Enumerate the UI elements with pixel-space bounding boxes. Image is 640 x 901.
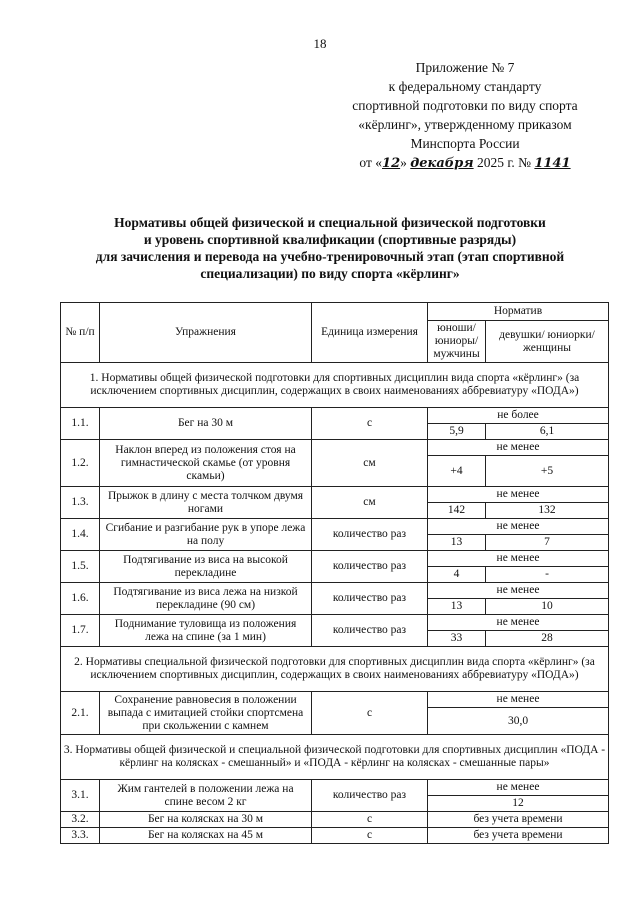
header-norm: Норматив bbox=[428, 303, 609, 321]
row-condition: не менее bbox=[428, 551, 609, 567]
row-num: 3.2. bbox=[61, 812, 100, 828]
appendix-block bbox=[320, 58, 610, 173]
table-header-row bbox=[61, 303, 609, 321]
row-num: 1.2. bbox=[61, 440, 100, 487]
row-value: без учета времени bbox=[428, 812, 609, 828]
table-row bbox=[61, 692, 609, 708]
header-exercise: Упражнения bbox=[100, 303, 312, 363]
row-exercise: Наклон вперед из положения стоя на гимнастической скамье (от уровня скамьи) bbox=[100, 440, 312, 487]
table-row bbox=[61, 828, 609, 844]
row-female-value: 10 bbox=[486, 599, 609, 615]
table-row bbox=[61, 551, 609, 567]
row-condition: не менее bbox=[428, 487, 609, 503]
date-year: 2025 г. № bbox=[476, 155, 532, 170]
row-unit: количество раз bbox=[312, 519, 428, 551]
row-num: 1.1. bbox=[61, 408, 100, 440]
section-3-heading: 3. Нормативы общей физической и специальной физической подготовки для спортивных дисциплин «ПОДА - кёрлинг на колясках - смешанный» и «ПОДА - кёрлинг на колясках - смешанные пары» bbox=[61, 735, 609, 780]
appendix-line-4: «кёрлинг», утвержденному приказом bbox=[358, 117, 572, 132]
row-unit: см bbox=[312, 487, 428, 519]
row-value: без учета времени bbox=[428, 828, 609, 844]
row-exercise: Сохранение равновесия в положении выпада с имитацией стойки спортсмена при скольжении с камнем bbox=[100, 692, 312, 735]
row-condition: не менее bbox=[428, 615, 609, 631]
row-exercise: Сгибание и разгибание рук в упоре лежа на полу bbox=[100, 519, 312, 551]
table-row bbox=[61, 487, 609, 503]
row-condition: не менее bbox=[428, 519, 609, 535]
row-exercise: Жим гантелей в положении лежа на спине весом 2 кг bbox=[100, 780, 312, 812]
row-exercise: Подтягивание из виса на высокой перекладине bbox=[100, 551, 312, 583]
date-prefix: от « bbox=[359, 155, 383, 170]
row-male-value: 5,9 bbox=[428, 424, 486, 440]
row-condition: не менее bbox=[428, 440, 609, 456]
row-num: 1.6. bbox=[61, 583, 100, 615]
row-value: 30,0 bbox=[428, 708, 609, 735]
header-male: юноши/ юниоры/ мужчины bbox=[428, 321, 486, 363]
title-line-2: и уровень спортивной квалификации (спортивные разряды) bbox=[143, 232, 517, 247]
row-exercise: Прыжок в длину с места толчком двумя ногами bbox=[100, 487, 312, 519]
row-male-value: +4 bbox=[428, 456, 486, 487]
row-exercise: Бег на 30 м bbox=[100, 408, 312, 440]
row-condition: не менее bbox=[428, 692, 609, 708]
row-female-value: 132 bbox=[486, 503, 609, 519]
row-female-value: 28 bbox=[486, 631, 609, 647]
row-female-value: 7 bbox=[486, 535, 609, 551]
row-male-value: 13 bbox=[428, 599, 486, 615]
section-row bbox=[61, 735, 609, 780]
row-exercise: Бег на колясках на 30 м bbox=[100, 812, 312, 828]
row-exercise: Бег на колясках на 45 м bbox=[100, 828, 312, 844]
row-unit: количество раз bbox=[312, 780, 428, 812]
table-row bbox=[61, 780, 609, 796]
title-line-4: специализации) по виду спорта «кёрлинг» bbox=[200, 266, 460, 281]
header-num: № п/п bbox=[61, 303, 100, 363]
row-unit: количество раз bbox=[312, 583, 428, 615]
row-num: 2.1. bbox=[61, 692, 100, 735]
table-row bbox=[61, 583, 609, 599]
section-row bbox=[61, 647, 609, 692]
row-num: 1.7. bbox=[61, 615, 100, 647]
handwritten-month: декабря bbox=[410, 156, 474, 171]
section-2-heading: 2. Нормативы специальной физической подготовки для спортивных дисциплин вида спорта «кёрлинг» (за исключением спортивных дисциплин, содержащих в своих наименованиях аббревиатуру «ПОДА») bbox=[61, 647, 609, 692]
appendix-date-line bbox=[320, 153, 610, 173]
row-condition: не менее bbox=[428, 780, 609, 796]
row-value: 12 bbox=[428, 796, 609, 812]
table-row bbox=[61, 812, 609, 828]
row-unit: с bbox=[312, 812, 428, 828]
row-num: 1.5. bbox=[61, 551, 100, 583]
row-num: 1.3. bbox=[61, 487, 100, 519]
title-line-3: для зачисления и перевода на учебно-тренировочный этап (этап спортивной bbox=[95, 249, 565, 264]
title-line-1: Нормативы общей физической и специальной физической подготовки bbox=[114, 215, 546, 230]
handwritten-day: 12 bbox=[382, 156, 401, 171]
table-row bbox=[61, 519, 609, 535]
appendix-line-2: к федеральному стандарту bbox=[388, 79, 542, 94]
row-male-value: 13 bbox=[428, 535, 486, 551]
row-female-value: - bbox=[486, 567, 609, 583]
row-exercise: Подтягивание из виса лежа на низкой перекладине (90 см) bbox=[100, 583, 312, 615]
row-unit: количество раз bbox=[312, 551, 428, 583]
row-unit: с bbox=[312, 828, 428, 844]
handwritten-number: 1141 bbox=[534, 156, 571, 171]
row-male-value: 142 bbox=[428, 503, 486, 519]
row-female-value: 6,1 bbox=[486, 424, 609, 440]
table-row bbox=[61, 408, 609, 424]
document-title bbox=[40, 214, 620, 282]
header-unit: Единица измерения bbox=[312, 303, 428, 363]
row-female-value: +5 bbox=[486, 456, 609, 487]
section-row bbox=[61, 363, 609, 408]
row-condition: не более bbox=[428, 408, 609, 424]
appendix-title: Приложение № 7 bbox=[415, 60, 515, 75]
row-num: 3.1. bbox=[61, 780, 100, 812]
appendix-line-3: спортивной подготовки по виду спорта bbox=[352, 98, 578, 113]
row-male-value: 33 bbox=[428, 631, 486, 647]
appendix-line-5: Минспорта России bbox=[410, 136, 520, 151]
header-female: девушки/ юниорки/ женщины bbox=[486, 321, 609, 363]
table-row bbox=[61, 615, 609, 631]
row-unit: количество раз bbox=[312, 615, 428, 647]
norms-table bbox=[60, 302, 609, 844]
row-condition: не менее bbox=[428, 583, 609, 599]
page-number: 18 bbox=[313, 36, 327, 51]
row-male-value: 4 bbox=[428, 567, 486, 583]
row-unit: с bbox=[312, 692, 428, 735]
row-num: 1.4. bbox=[61, 519, 100, 551]
date-mid: » bbox=[400, 155, 407, 170]
row-exercise: Поднимание туловища из положения лежа на спине (за 1 мин) bbox=[100, 615, 312, 647]
table-row bbox=[61, 440, 609, 456]
row-unit: с bbox=[312, 408, 428, 440]
row-unit: см bbox=[312, 440, 428, 487]
section-1-heading: 1. Нормативы общей физической подготовки для спортивных дисциплин вида спорта «кёрлинг» (за исключением спортивных дисциплин, содержащих в своих наименованиях аббревиатуру «ПОДА») bbox=[61, 363, 609, 408]
row-num: 3.3. bbox=[61, 828, 100, 844]
